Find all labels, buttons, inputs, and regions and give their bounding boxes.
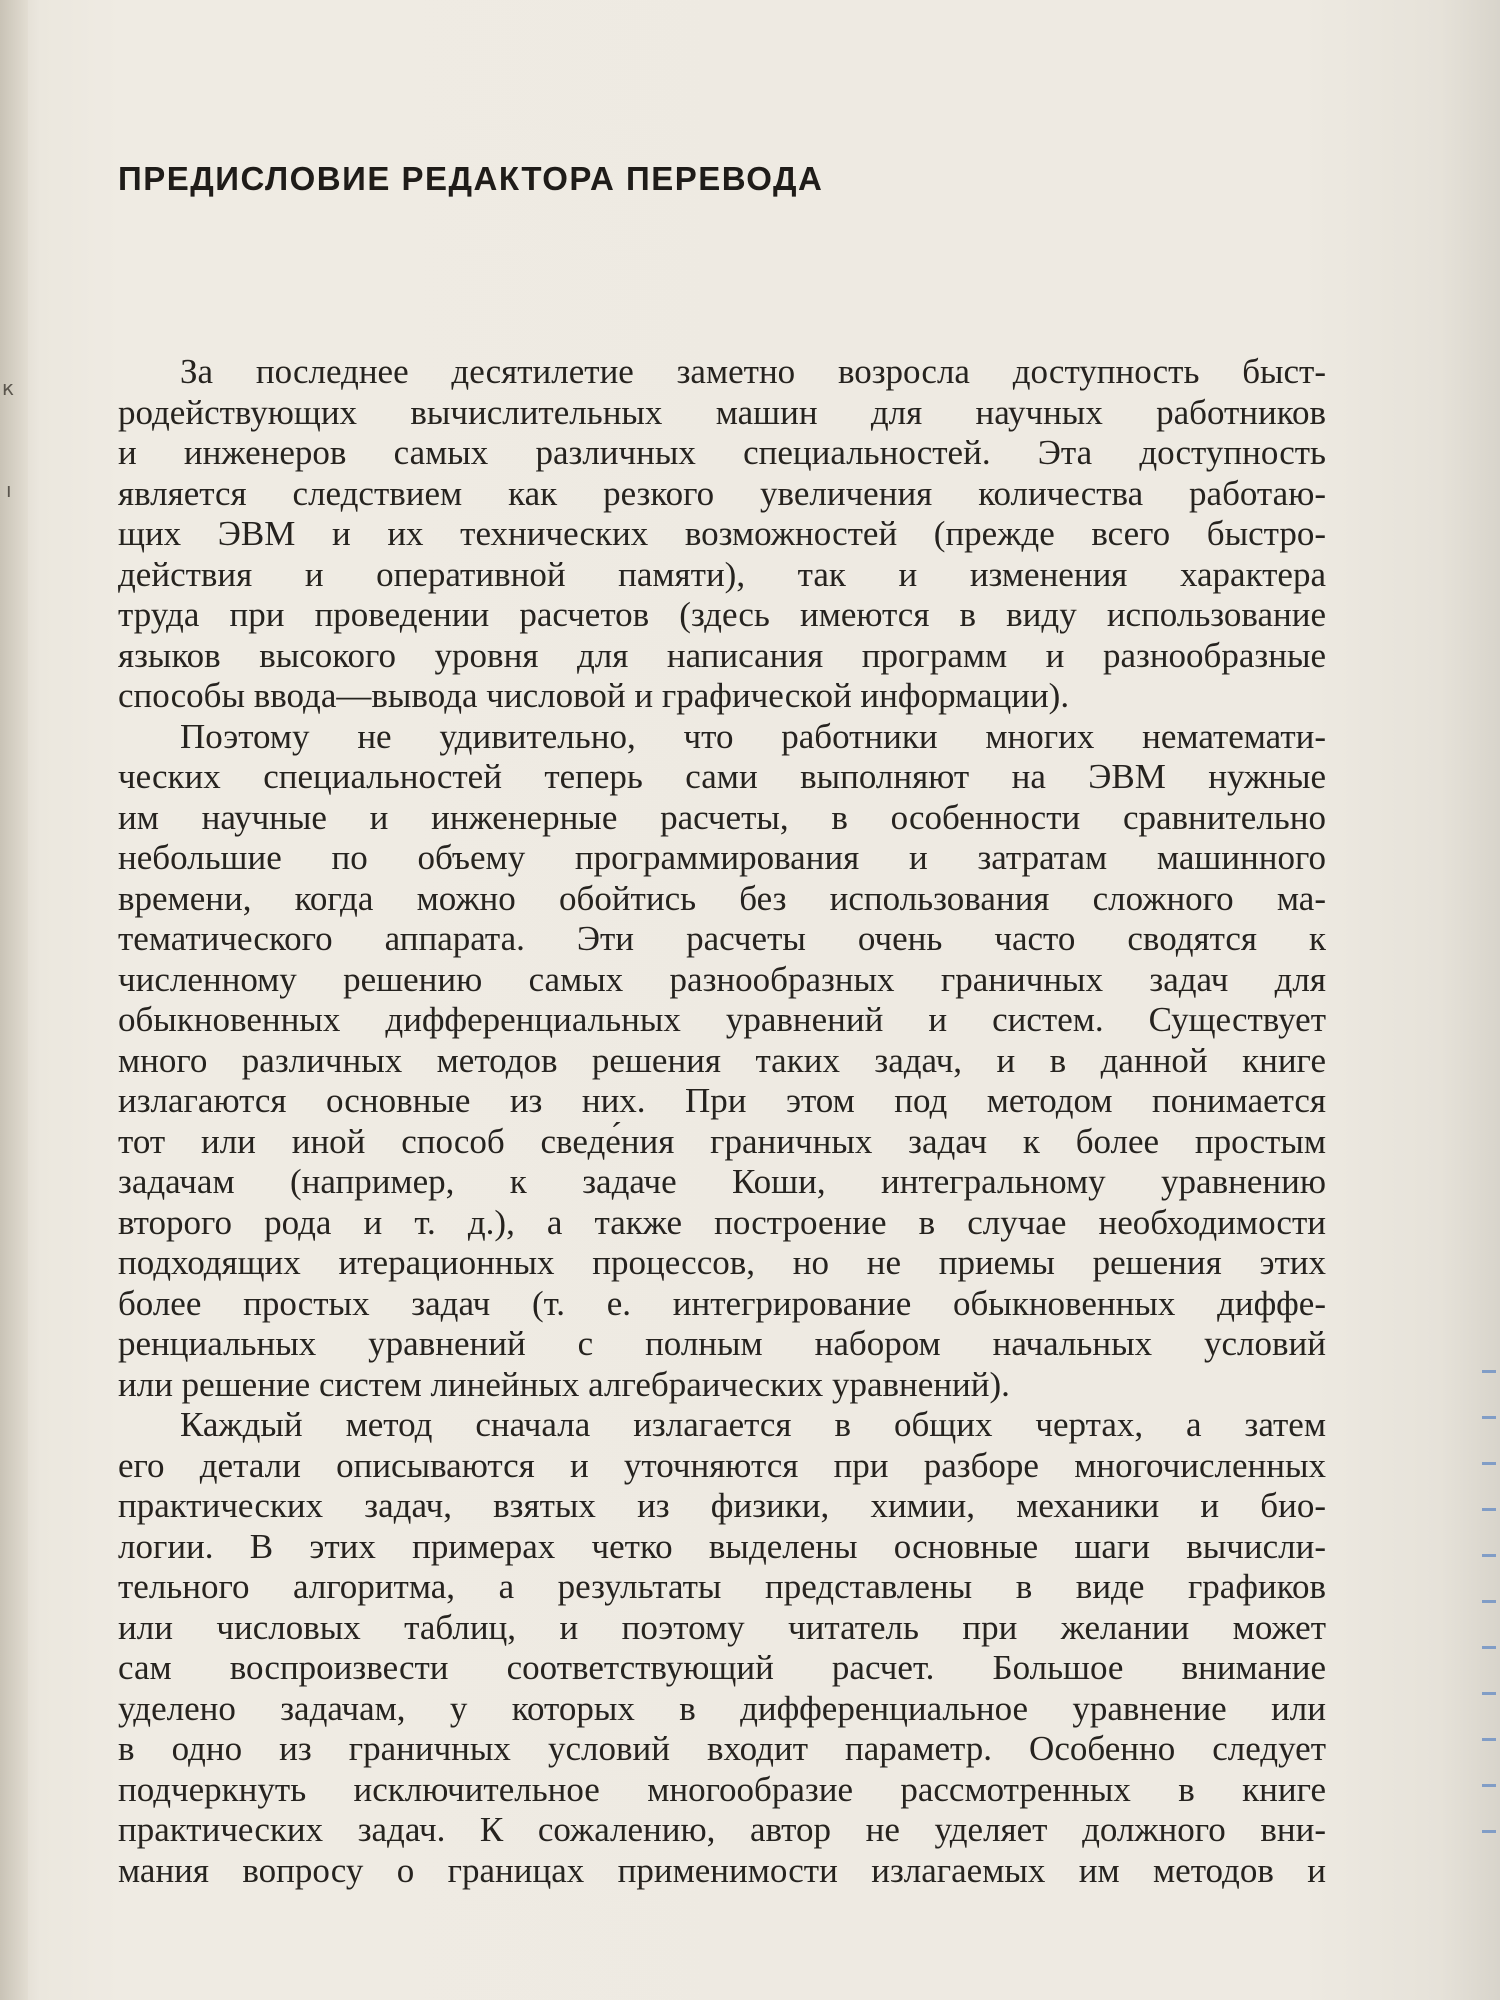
text-line: Поэтому не удивительно, что работники многих нематемати- bbox=[180, 716, 1326, 756]
paragraph bbox=[118, 352, 1326, 717]
edge-tick bbox=[1482, 1830, 1496, 1833]
text-line: тельного алгоритма, а результаты представлены в виде графиков bbox=[118, 1567, 1326, 1606]
text-line: ческих специальностей теперь сами выполняют на ЭВМ нужные bbox=[118, 757, 1326, 796]
edge-tick bbox=[1482, 1462, 1496, 1465]
text-line: Каждый метод сначала излагается в общих чертах, а затем bbox=[180, 1405, 1326, 1444]
text-line: в одно из граничных условий входит параметр. Особенно следует bbox=[118, 1729, 1326, 1768]
text-line: более простых задач (т. е. интегрирование обыкновенных диффе- bbox=[118, 1283, 1326, 1323]
edge-tick bbox=[1482, 1416, 1496, 1419]
text-line: или решение систем линейных алгебраических уравнений). bbox=[118, 1364, 1010, 1404]
edge-tick bbox=[1482, 1738, 1496, 1741]
edge-tick bbox=[1482, 1600, 1496, 1603]
text-line: щих ЭВМ и их технических возможностей (прежде всего быстро- bbox=[118, 514, 1326, 553]
edge-tick bbox=[1482, 1554, 1496, 1557]
text-line: труда при проведении расчетов (здесь имеются в виду использование bbox=[118, 595, 1326, 634]
text-line: второго рода и т. д.), а также построение в случае необходимости bbox=[118, 1202, 1326, 1242]
text-line: уделено задачам, у которых в дифференциальное уравнение или bbox=[118, 1688, 1326, 1728]
text-line: времени, когда можно обойтись без использования сложного ма- bbox=[118, 878, 1326, 918]
text-line: тот или иной способ сведе́ния граничных задач к более простым bbox=[118, 1121, 1326, 1161]
text-line: численному решению самых разнообразных граничных задач для bbox=[118, 959, 1326, 999]
text-line: За последнее десятилетие заметно возросла доступность быст- bbox=[180, 352, 1326, 391]
text-line: его детали описываются и уточняются при разборе многочисленных bbox=[118, 1445, 1326, 1485]
edge-tick bbox=[1482, 1646, 1496, 1649]
text-line: действия и оперативной памяти), так и изменения характера bbox=[118, 554, 1326, 594]
text-line: практических задач. К сожалению, автор не уделяет должного вни- bbox=[118, 1810, 1326, 1849]
text-line: подчеркнуть исключительное многообразие рассмотренных в книге bbox=[118, 1769, 1326, 1809]
body-text bbox=[118, 352, 1326, 1891]
edge-tick bbox=[1482, 1370, 1496, 1373]
paragraph bbox=[118, 717, 1326, 1406]
paragraph bbox=[118, 1405, 1326, 1891]
text-line: обыкновенных дифференциальных уравнений и систем. Существует bbox=[118, 1000, 1326, 1039]
text-line: небольшие по объему программирования и затратам машинного bbox=[118, 838, 1326, 877]
text-line: является следствием как резкого увеличения количества работаю- bbox=[118, 473, 1326, 513]
text-line: много различных методов решения таких задач, и в данной книге bbox=[118, 1040, 1326, 1080]
margin-mark: ı bbox=[6, 478, 12, 502]
text-line: мания вопросу о границах применимости излагаемых им методов и bbox=[118, 1850, 1326, 1890]
text-line: излагаются основные из них. При этом под методом понимается bbox=[118, 1081, 1326, 1120]
text-line: языков высокого уровня для написания программ и разнообразные bbox=[118, 635, 1326, 675]
text-line: ренциальных уравнений с полным набором начальных условий bbox=[118, 1324, 1326, 1363]
page-gutter-shadow bbox=[0, 0, 28, 2000]
text-line: им научные и инженерные расчеты, в особенности сравнительно bbox=[118, 797, 1326, 837]
edge-tick bbox=[1482, 1692, 1496, 1695]
text-line: или числовых таблиц, и поэтому читатель при желании может bbox=[118, 1607, 1326, 1647]
text-line: сам воспроизвести соответствующий расчет. Большое внимание bbox=[118, 1648, 1326, 1687]
text-line: тематического аппарата. Эти расчеты очень часто сводятся к bbox=[118, 919, 1326, 958]
edge-tick bbox=[1482, 1508, 1496, 1511]
edge-tick bbox=[1482, 1784, 1496, 1787]
text-line: логии. В этих примерах четко выделены основные шаги вычисли- bbox=[118, 1526, 1326, 1566]
text-line: задачам (например, к задаче Коши, интегральному уравнению bbox=[118, 1162, 1326, 1201]
text-line: подходящих итерационных процессов, но не приемы решения этих bbox=[118, 1243, 1326, 1282]
text-line: способы ввода—вывода числовой и графической информации). bbox=[118, 676, 1070, 715]
margin-mark: к bbox=[2, 376, 15, 400]
text-line: практических задач, взятых из физики, химии, механики и био- bbox=[118, 1486, 1326, 1525]
text-line: родействующих вычислительных машин для научных работников bbox=[118, 392, 1326, 432]
page-heading: ПРЕДИСЛОВИЕ РЕДАКТОРА ПЕРЕВОДА bbox=[118, 160, 824, 197]
text-line: и инженеров самых различных специальностей. Эта доступность bbox=[118, 433, 1326, 472]
